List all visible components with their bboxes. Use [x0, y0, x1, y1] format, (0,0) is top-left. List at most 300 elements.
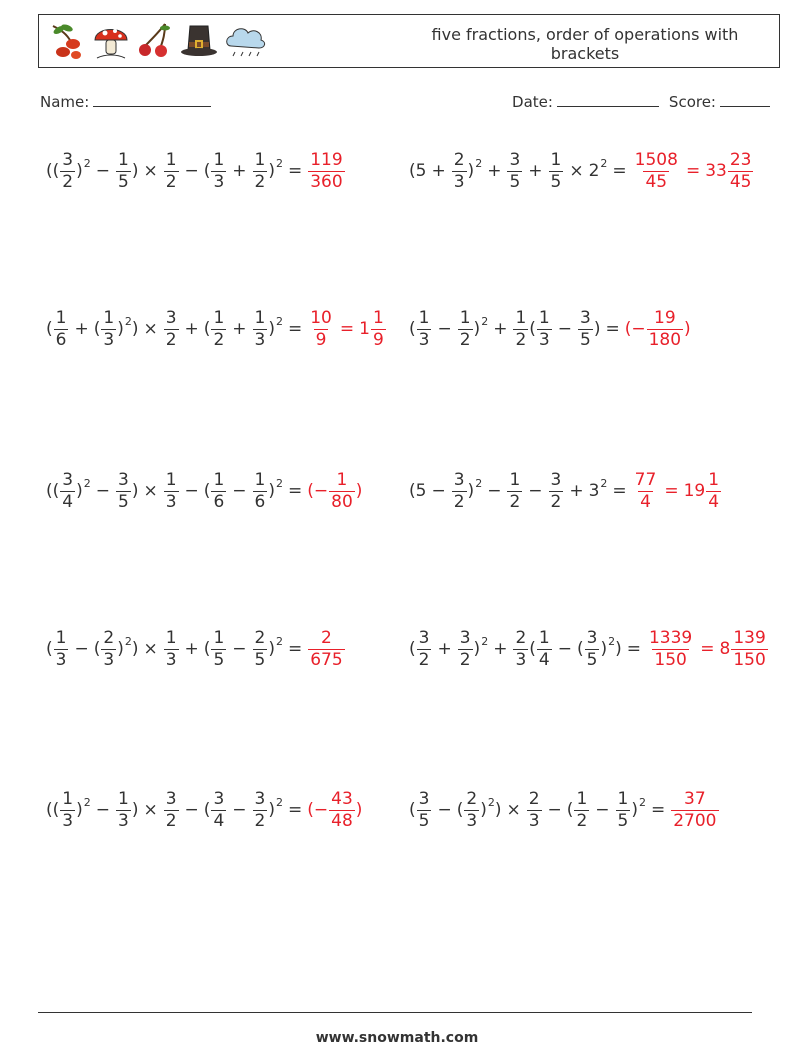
answer	[646, 627, 769, 670]
numerator: 3	[165, 307, 177, 328]
exponent: 2	[275, 314, 283, 328]
operator: −	[595, 800, 610, 820]
bracket: )	[131, 161, 139, 181]
fraction	[60, 469, 75, 512]
bracket: )	[355, 481, 363, 501]
numerator: 1	[515, 307, 527, 328]
fraction	[253, 627, 268, 670]
answer	[307, 307, 387, 350]
exponent: 2	[83, 795, 91, 809]
numerator: 2	[466, 788, 478, 809]
denominator: 3	[515, 649, 527, 670]
denominator: 3	[55, 649, 67, 670]
bracket: (	[203, 319, 211, 339]
fraction	[647, 627, 694, 670]
numerator: 3	[213, 788, 225, 809]
denominator: 4	[708, 491, 720, 512]
answer	[307, 149, 345, 192]
denominator: 2	[254, 171, 266, 192]
bracket: )	[268, 639, 275, 659]
operator: =	[700, 639, 715, 659]
denominator: 45	[645, 171, 668, 192]
operator: =	[287, 161, 303, 181]
operator: +	[431, 161, 446, 181]
expression	[46, 469, 307, 512]
denominator: 4	[640, 491, 651, 512]
fraction	[54, 627, 69, 670]
date-blank[interactable]	[557, 93, 659, 107]
bracket: )	[76, 161, 83, 181]
fraction	[549, 469, 564, 512]
bracket: (	[93, 639, 101, 659]
denominator: 2	[213, 329, 225, 350]
problem-1	[46, 146, 346, 196]
denominator: 5	[579, 329, 591, 350]
denominator: 5	[118, 171, 129, 192]
denominator: 2	[453, 491, 465, 512]
date-label: Date:	[512, 93, 553, 111]
numerator: 3	[550, 469, 562, 490]
numerator: 1	[538, 627, 550, 648]
numerator: 1	[372, 307, 384, 328]
bracket: (	[46, 800, 53, 820]
bracket: (	[203, 639, 211, 659]
numerator: 2	[103, 627, 115, 648]
denominator: 6	[254, 491, 266, 512]
operator: −	[557, 639, 572, 659]
operator: ×	[143, 481, 158, 501]
operator: ×	[143, 639, 158, 659]
denominator: 2	[165, 810, 177, 831]
denominator: 2	[254, 810, 266, 831]
operator: −	[95, 481, 110, 501]
expression	[409, 788, 670, 831]
fraction	[537, 627, 552, 670]
fraction	[253, 149, 268, 192]
bracket: (	[52, 481, 60, 501]
bracket: )	[480, 800, 487, 820]
numerator: 3	[418, 627, 430, 648]
operator: +	[184, 639, 199, 659]
numerator: 1	[509, 469, 521, 490]
expression	[46, 788, 307, 831]
fraction	[616, 788, 631, 831]
numerator: 1	[55, 307, 67, 328]
operator: ×	[143, 161, 158, 181]
bracket: (	[203, 161, 211, 181]
exponent: 2	[608, 634, 616, 648]
denominator: 2	[62, 171, 74, 192]
fraction	[417, 788, 432, 831]
bracket: )	[593, 319, 601, 339]
denominator: 5	[509, 171, 521, 192]
fraction	[574, 788, 589, 831]
operator: =	[626, 639, 641, 659]
bracket: (	[409, 481, 416, 501]
numerator: 1	[254, 469, 266, 490]
operator: =	[612, 161, 627, 181]
name-label: Name:	[40, 93, 90, 111]
denominator: 2	[165, 171, 177, 192]
fraction	[329, 469, 355, 512]
bracket: (	[46, 161, 53, 181]
exponent: 2	[481, 634, 489, 648]
bracket: )	[117, 639, 124, 659]
fraction	[527, 788, 542, 831]
footer-site: www.snowmath.com	[315, 1030, 479, 1046]
numerator: 1508	[634, 149, 678, 170]
expression	[409, 627, 646, 670]
operator: =	[664, 481, 679, 501]
fraction	[60, 149, 75, 192]
denominator: 3	[62, 810, 74, 831]
exponent: 2	[487, 795, 495, 809]
bracket: )	[494, 800, 502, 820]
operator: −	[184, 161, 199, 181]
number: 3	[588, 481, 600, 501]
answer	[307, 469, 363, 512]
operator: +	[493, 319, 508, 339]
bracket: (	[409, 800, 416, 820]
bracket: )	[355, 800, 363, 820]
numerator: 3	[509, 149, 521, 170]
fraction	[211, 469, 226, 512]
bracket: )	[473, 639, 481, 659]
numerator: 23	[729, 149, 752, 170]
numerator: 139	[733, 627, 766, 648]
exponent: 2	[600, 156, 608, 170]
fraction	[164, 627, 179, 670]
expression	[409, 469, 632, 512]
fraction	[537, 307, 552, 350]
operator: ×	[506, 800, 521, 820]
numerator: 119	[310, 149, 343, 170]
answer	[624, 307, 691, 350]
bracket: )	[467, 481, 475, 501]
fraction	[633, 469, 659, 512]
operator: +	[487, 161, 502, 181]
number: 19	[683, 481, 706, 501]
fraction	[513, 627, 528, 670]
fraction	[329, 788, 355, 831]
numerator: 3	[459, 627, 471, 648]
fraction	[308, 307, 334, 350]
denominator: 3	[165, 491, 177, 512]
operator: =	[605, 319, 620, 339]
bracket: )	[131, 481, 139, 501]
bracket: (	[52, 800, 60, 820]
denominator: 3	[254, 329, 266, 350]
bracket: (	[46, 639, 53, 659]
problem-9	[46, 785, 362, 835]
bracket: )	[76, 481, 83, 501]
denominator: 2	[576, 810, 588, 831]
denominator: 150	[654, 649, 687, 670]
operator: −	[437, 800, 452, 820]
exponent: 2	[600, 476, 608, 490]
fraction	[253, 788, 268, 831]
exponent: 2	[83, 156, 91, 170]
numerator: 2	[453, 149, 465, 170]
numerator: 1	[459, 307, 471, 328]
fraction	[728, 149, 754, 192]
fraction	[211, 149, 226, 192]
fraction	[452, 469, 467, 512]
denominator: 150	[733, 649, 766, 670]
operator: =	[287, 481, 303, 501]
denominator: 2	[459, 329, 471, 350]
operator: ×	[143, 800, 158, 820]
fraction	[458, 627, 473, 670]
denominator: 2	[459, 649, 471, 670]
cherry-icon	[135, 20, 175, 62]
denominator: 5	[550, 171, 562, 192]
fraction	[452, 149, 467, 192]
denominator: 2	[165, 329, 177, 350]
bracket: (	[409, 319, 416, 339]
problem-7	[46, 624, 346, 674]
operator: −	[74, 639, 89, 659]
operator: −	[232, 639, 247, 659]
problem-6	[409, 466, 722, 516]
problem-10	[409, 785, 720, 835]
bracket: (	[529, 639, 536, 659]
fraction	[507, 469, 522, 512]
operator: +	[184, 319, 199, 339]
operator: =	[287, 319, 303, 339]
bracket: (	[576, 639, 584, 659]
number: 5	[415, 161, 427, 181]
number: 8	[719, 639, 731, 659]
numerator: 1	[103, 307, 115, 328]
bracket: )	[131, 639, 139, 659]
bracket: )	[268, 319, 275, 339]
fraction	[671, 788, 718, 831]
exponent: 2	[124, 634, 132, 648]
bracket: (−	[624, 319, 646, 339]
numerator: 1	[213, 469, 225, 490]
numerator: 3	[165, 788, 177, 809]
numerator: 43	[331, 788, 353, 809]
numerator: 77	[634, 469, 657, 490]
fraction	[60, 788, 75, 831]
fraction	[54, 307, 69, 350]
denominator: 3	[213, 171, 225, 192]
operator: −	[431, 481, 446, 501]
numerator: 1	[550, 149, 562, 170]
fraction	[101, 627, 116, 670]
number: 1	[359, 319, 370, 339]
bracket: (−	[307, 800, 329, 820]
expression	[409, 307, 625, 350]
numerator: 10	[310, 307, 332, 328]
operator: −	[95, 800, 110, 820]
date-score-fields	[512, 93, 770, 111]
operator: −	[487, 481, 502, 501]
name-blank[interactable]	[93, 93, 211, 107]
numerator: 3	[453, 469, 465, 490]
numerator: 1	[336, 469, 348, 490]
numerator: 1	[213, 149, 225, 170]
score-blank[interactable]	[720, 93, 770, 107]
fraction	[116, 469, 131, 512]
mushroom-icon	[91, 20, 131, 62]
exponent: 2	[124, 314, 132, 328]
denominator: 6	[213, 491, 225, 512]
exponent: 2	[638, 795, 646, 809]
denominator: 180	[648, 329, 682, 350]
denominator: 2	[515, 329, 527, 350]
score-label: Score:	[668, 93, 716, 111]
fraction	[371, 307, 386, 350]
answer	[307, 788, 363, 831]
operator: −	[184, 800, 199, 820]
operator: =	[612, 481, 627, 501]
bracket: (	[409, 161, 416, 181]
worksheet-title: five fractions, order of operations with brackets	[431, 25, 739, 63]
operator: =	[287, 800, 303, 820]
header-icons	[47, 18, 267, 64]
numerator: 3	[62, 469, 74, 490]
number: 33	[705, 161, 727, 181]
numerator: 3	[418, 788, 430, 809]
numerator: 19	[654, 307, 676, 328]
denominator: 3	[528, 810, 540, 831]
denominator: 3	[538, 329, 550, 350]
denominator: 3	[103, 329, 115, 350]
problem-3	[46, 304, 387, 354]
exponent: 2	[475, 156, 483, 170]
fraction	[101, 307, 116, 350]
numerator: 2	[321, 627, 332, 648]
numerator: 1	[165, 149, 177, 170]
denominator: 3	[165, 649, 177, 670]
answer	[632, 469, 722, 512]
numerator: 3	[586, 627, 598, 648]
fraction	[211, 307, 226, 350]
operator: =	[287, 639, 303, 659]
denominator: 675	[310, 649, 343, 670]
bracket: (	[409, 639, 416, 659]
answer	[632, 149, 755, 192]
numerator: 1	[118, 788, 129, 809]
denominator: 2	[550, 491, 562, 512]
denominator: 45	[729, 171, 752, 192]
bracket: )	[117, 319, 124, 339]
exponent: 2	[481, 314, 489, 328]
denominator: 5	[213, 649, 225, 670]
numerator: 3	[254, 788, 266, 809]
numerator: 1	[118, 149, 129, 170]
fraction	[211, 788, 226, 831]
numerator: 1339	[648, 627, 693, 648]
fraction	[211, 627, 226, 670]
fraction	[647, 307, 683, 350]
fraction	[633, 149, 680, 192]
fraction	[116, 149, 131, 192]
numerator: 3	[62, 149, 74, 170]
denominator: 9	[315, 329, 327, 350]
operator: −	[437, 319, 452, 339]
operator: −	[184, 481, 199, 501]
operator: −	[232, 800, 247, 820]
bracket: )	[131, 800, 139, 820]
fraction	[417, 307, 432, 350]
numerator: 1	[62, 788, 74, 809]
bracket: )	[467, 161, 475, 181]
fraction	[585, 627, 600, 670]
fraction	[308, 627, 344, 670]
numerator: 1	[418, 307, 430, 328]
rain-cloud-icon	[223, 20, 267, 62]
numerator: 1	[576, 788, 588, 809]
bracket: )	[615, 639, 622, 659]
worksheet-header	[38, 14, 780, 68]
bracket: )	[631, 800, 638, 820]
exponent: 2	[275, 634, 283, 648]
bracket: )	[268, 481, 275, 501]
bracket: (	[46, 481, 53, 501]
denominator: 4	[538, 649, 550, 670]
exponent: 2	[275, 156, 283, 170]
rosehip-icon	[47, 20, 87, 62]
denominator: 5	[418, 810, 430, 831]
expression	[409, 149, 632, 192]
operator: =	[685, 161, 701, 181]
numerator: 1	[538, 307, 550, 328]
operator: +	[232, 161, 247, 181]
bracket: )	[131, 319, 139, 339]
name-field	[40, 93, 211, 111]
bracket: (	[456, 800, 464, 820]
number: 2	[588, 161, 600, 181]
fraction	[578, 307, 593, 350]
denominator: 4	[213, 810, 225, 831]
numerator: 1	[213, 627, 225, 648]
bracket: )	[473, 319, 481, 339]
operator: =	[650, 800, 666, 820]
operator: +	[74, 319, 89, 339]
operator: +	[493, 639, 508, 659]
fraction	[253, 307, 268, 350]
denominator: 5	[617, 810, 629, 831]
bracket: (	[203, 481, 211, 501]
numerator: 1	[617, 788, 629, 809]
operator: −	[95, 161, 110, 181]
denominator: 9	[372, 329, 384, 350]
bracket: (	[203, 800, 211, 820]
exponent: 2	[475, 476, 483, 490]
operator: −	[232, 481, 247, 501]
footer-divider	[38, 1012, 752, 1013]
problem-5	[46, 466, 362, 516]
numerator: 37	[684, 788, 706, 809]
bracket: (	[566, 800, 574, 820]
numerator: 3	[118, 469, 129, 490]
denominator: 5	[118, 491, 129, 512]
bracket: (−	[307, 481, 329, 501]
exponent: 2	[275, 795, 283, 809]
exponent: 2	[83, 476, 91, 490]
bracket: (	[93, 319, 101, 339]
bracket: )	[76, 800, 83, 820]
operator: +	[232, 319, 247, 339]
fraction	[549, 149, 564, 192]
numerator: 2	[254, 627, 266, 648]
operator: =	[339, 319, 355, 339]
denominator: 6	[55, 329, 67, 350]
denominator: 3	[118, 810, 129, 831]
